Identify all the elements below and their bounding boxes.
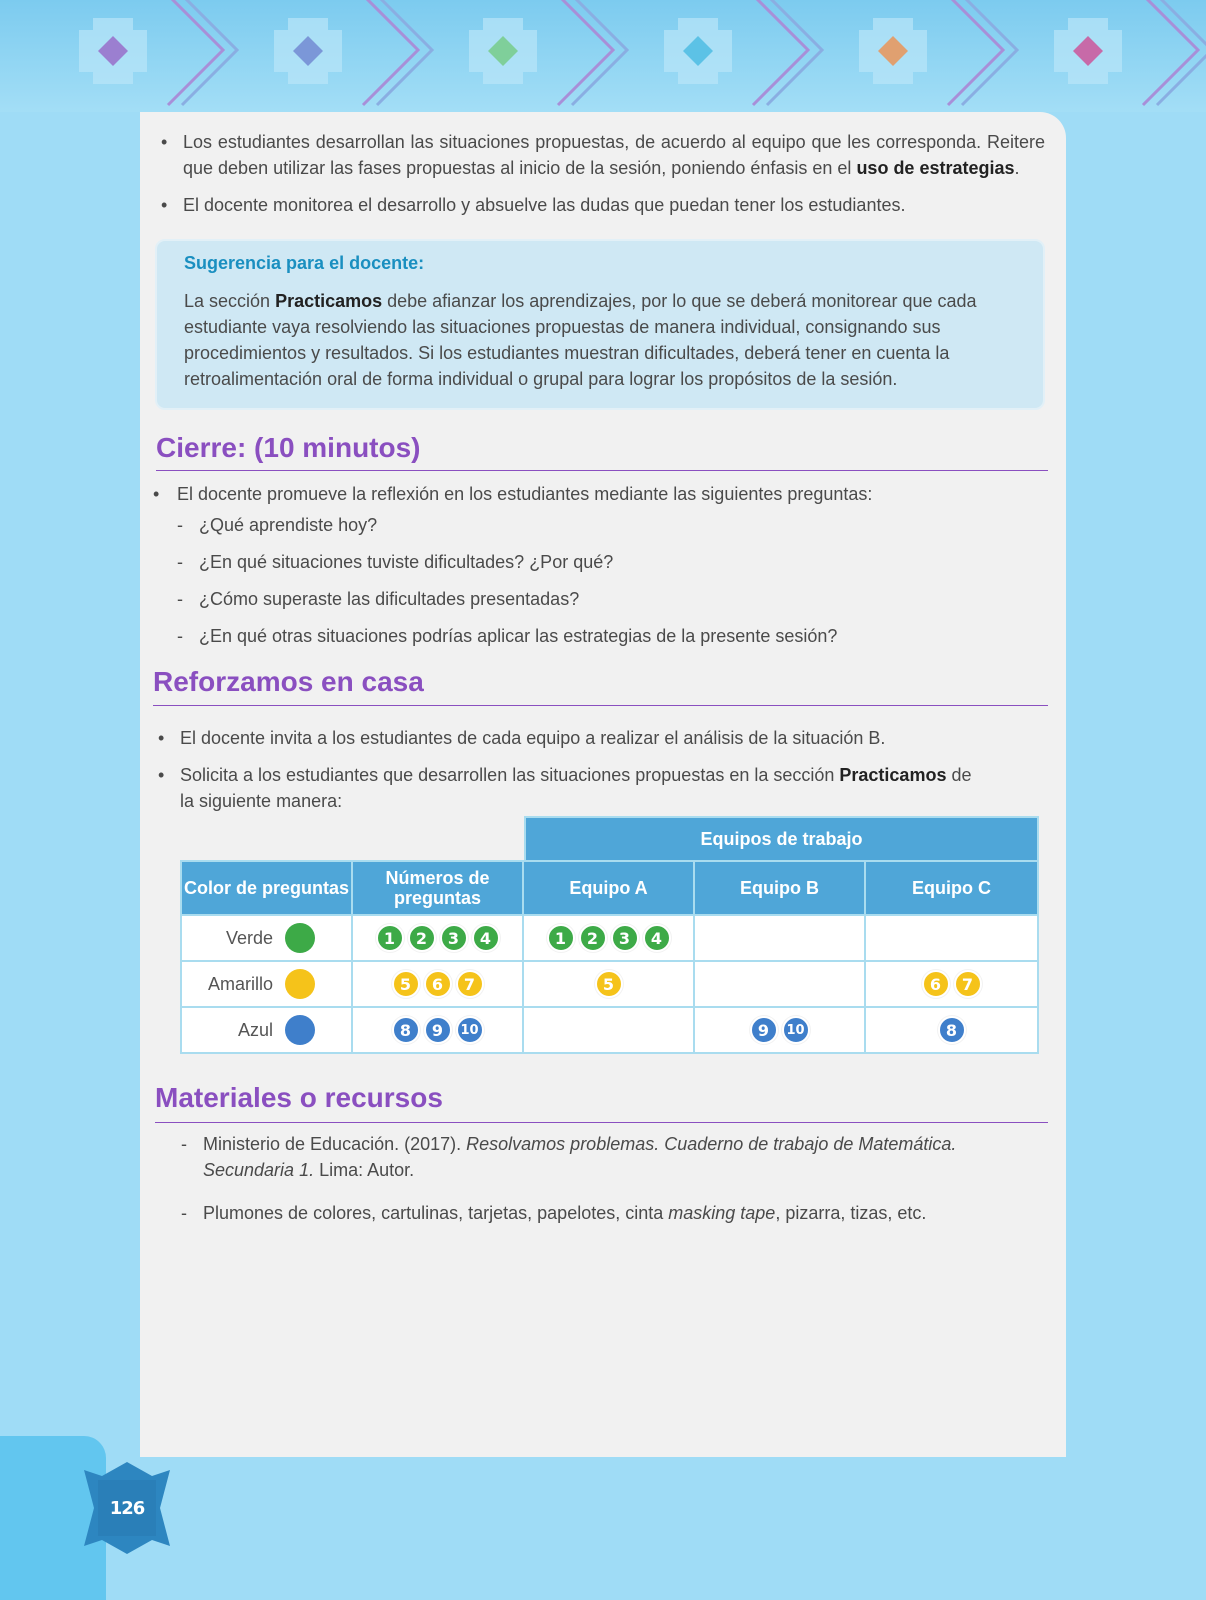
question-number-badge: 9 — [424, 1016, 452, 1044]
materiales-rule — [155, 1122, 1048, 1123]
materiales-title: Materiales o recursos — [155, 1082, 443, 1113]
reforzamos-rule — [153, 705, 1048, 706]
materiales-item-1: - Ministerio de Educación. (2017). Resolvamos problemas. Cuaderno de trabajo de Matemática. Secundaria 1. Lima: Autor. — [181, 1134, 957, 1180]
intro-bullet-1: • Los estudiantes desarrollan las situaciones propuestas, de acuerdo al equipo que les corresponda. Reitere que deben utilizar las fases propuestas al inicio de la sesión, poniendo énfasis en el uso de estrategias. — [161, 132, 1045, 178]
question-number-badge: 9 — [750, 1016, 778, 1044]
question-number-badge: 10 — [782, 1016, 810, 1044]
cierre-title: Cierre: (10 minutos) — [156, 432, 421, 463]
question-number-badge: 10 — [456, 1016, 484, 1044]
row-label-cell — [180, 1006, 353, 1054]
color-swatch — [285, 923, 315, 953]
reforzamos-title: Reforzamos en casa — [153, 666, 424, 697]
intro-bullet-2: • El docente monitorea el desarrollo y absuelve las dudas que puedan tener los estudiantes. — [161, 195, 906, 215]
question-number-badge: 2 — [579, 924, 607, 952]
equipo-a-cell — [522, 914, 695, 962]
header-numbers: Números de preguntas — [351, 860, 524, 916]
row-label: Azul — [237, 1019, 273, 1040]
cierre-question-4: - ¿En qué otras situaciones podrías aplicar las estrategias de la presente sesión? — [177, 626, 838, 646]
cierre-question-2: - ¿En qué situaciones tuviste dificultades? ¿Por qué? — [177, 552, 614, 572]
header-equipo-a: Equipo A — [522, 860, 695, 916]
row-label-cell — [180, 914, 353, 962]
header-equipo-c: Equipo C — [864, 860, 1039, 916]
numbers-cell — [351, 960, 524, 1008]
color-swatch — [285, 969, 315, 999]
equipo-c-cell — [864, 914, 1039, 962]
row-label-cell — [180, 960, 353, 1008]
reforzamos-bullet-1: • El docente invita a los estudiantes de cada equipo a realizar el análisis de la situación B. — [158, 728, 886, 748]
question-number-badge: 5 — [392, 970, 420, 998]
row-label: Verde — [225, 927, 273, 948]
equipo-a-cell — [522, 1006, 695, 1054]
equipo-b-cell — [693, 914, 866, 962]
question-number-badge: 8 — [392, 1016, 420, 1044]
equipo-c-cell — [864, 1006, 1039, 1054]
row-label: Amarillo — [207, 973, 273, 994]
question-number-badge: 5 — [595, 970, 623, 998]
cierre-rule — [156, 470, 1048, 471]
cierre-question-1: - ¿Qué aprendiste hoy? — [177, 515, 378, 535]
suggestion-body: La sección Practicamos debe afianzar los aprendizajes, por lo que se deberá monitorear que cada estudiante vaya resolviendo las situaciones propuestas de manera individual, consignando sus procedimientos y resultados. Si los estudiantes muestran dificultades, deberá tener en cuenta la retroalimentación oral de forma individual o grupal para lograr los propósitos de la sesión. — [184, 291, 977, 389]
question-number-badge: 3 — [440, 924, 468, 952]
equipo-b-cell — [693, 960, 866, 1008]
color-swatch — [285, 1015, 315, 1045]
equipo-c-cell — [864, 960, 1039, 1008]
materiales-item-2: - Plumones de colores, cartulinas, tarjetas, papelotes, cinta masking tape, pizarra, tizas, etc. — [181, 1203, 927, 1223]
cierre-bullet: • El docente promueve la reflexión en los estudiantes mediante las siguientes preguntas: — [153, 484, 873, 504]
question-number-badge: 7 — [954, 970, 982, 998]
numbers-cell — [351, 1006, 524, 1054]
question-number-badge: 2 — [408, 924, 436, 952]
header-color: Color de preguntas — [180, 860, 353, 916]
table-group-header: Equipos de trabajo — [524, 816, 1039, 862]
header-pattern — [0, 0, 1206, 112]
question-number-badge: 1 — [547, 924, 575, 952]
equipo-a-cell — [522, 960, 695, 1008]
question-number-badge: 4 — [472, 924, 500, 952]
question-number-badge: 4 — [643, 924, 671, 952]
suggestion-title: Sugerencia para el docente: — [184, 253, 425, 273]
question-number-badge: 6 — [424, 970, 452, 998]
question-number-badge: 7 — [456, 970, 484, 998]
question-number-badge: 1 — [376, 924, 404, 952]
header-decorative-band — [0, 0, 1206, 112]
numbers-cell — [351, 914, 524, 962]
question-number-badge: 6 — [922, 970, 950, 998]
header-equipo-b: Equipo B — [693, 860, 866, 916]
reforzamos-bullet-2: • Solicita a los estudiantes que desarrollen las situaciones propuestas en la sección Practicamos de la siguiente manera: — [158, 765, 972, 811]
equipo-b-cell — [693, 1006, 866, 1054]
cierre-question-3: - ¿Cómo superaste las dificultades presentadas? — [177, 589, 580, 609]
question-number-badge: 3 — [611, 924, 639, 952]
question-number-badge: 8 — [938, 1016, 966, 1044]
page-number: 126 — [109, 1497, 145, 1519]
